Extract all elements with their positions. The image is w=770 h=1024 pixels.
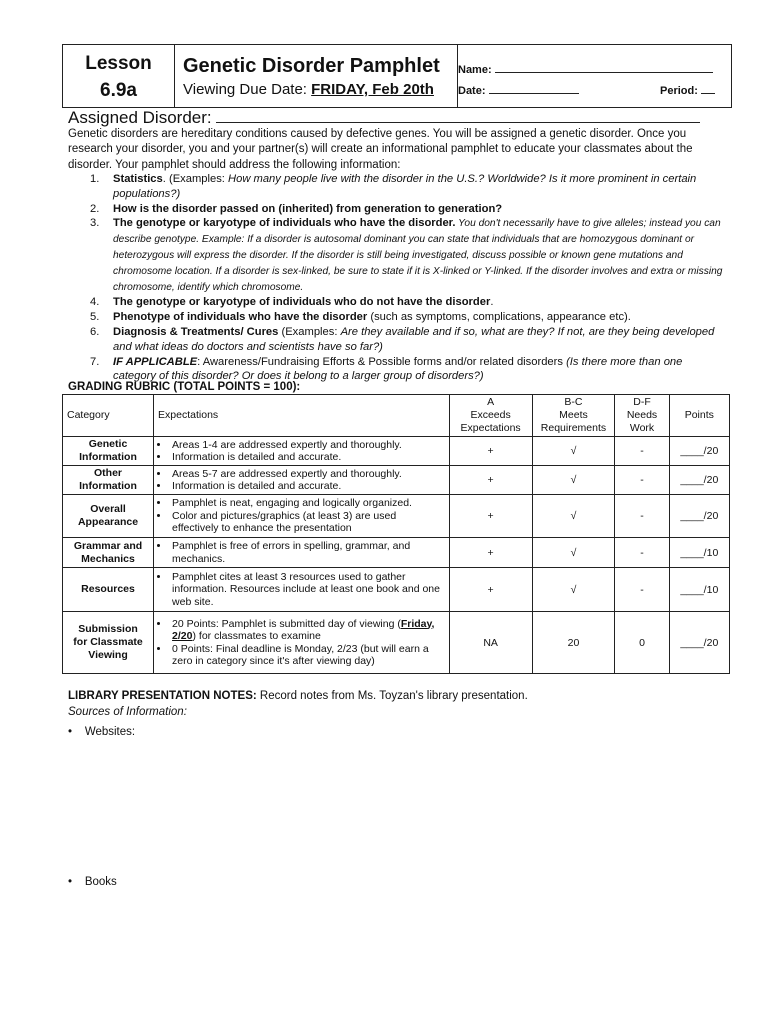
rubric-expectations: • Areas 5-7 are addressed expertly and thoroughly. • Information is detailed and accurate.: [154, 466, 450, 495]
grading-rubric-table: [62, 394, 730, 674]
table-row: [63, 568, 730, 612]
period-field[interactable]: Period:: [660, 83, 715, 97]
assigned-disorder-field[interactable]: Assigned Disorder:: [68, 108, 700, 128]
intro-paragraph: Genetic disorders are hereditary conditions caused by defective genes. You will be assigned a genetic disorder. Once you research your disorder, you and your partner(s) will create an informational pamphlet to educate your classmates about the disorder. Your pamphlet should address the following information:: [68, 128, 693, 171]
rubric-expectations: • Pamphlet is free of errors in spelling, grammar, and mechanics.: [154, 538, 450, 568]
page-title: Genetic Disorder Pamphlet: [183, 55, 440, 77]
rubric-expectations: • 20 Points: Pamphlet is submitted day of viewing (Friday, 2/20) for classmates to examine • 0 Points: Final deadline is Monday, 2/23 (but will earn a zero in category since it's after viewing day): [154, 612, 450, 674]
rubric-a: +: [449, 437, 532, 466]
table-row: [63, 612, 730, 674]
rubric-bc: 20: [532, 612, 615, 674]
table-row: [63, 495, 730, 538]
rubric-df: -: [615, 466, 669, 495]
name-field[interactable]: Name:: [458, 62, 713, 76]
websites-item: • Websites:: [68, 726, 136, 738]
header-category: Category: [63, 395, 154, 437]
rubric-expectations: • Pamphlet is neat, engaging and logically organized. • Color and pictures/graphics (at least 3) are used effectively to enhance the presentation: [154, 495, 450, 538]
list-item: 3. The genotype or karyotype of individuals who have the disorder. You don't necessarily have to give alleles; instead you can describe genotype. Example: If a disorder is autosomal dominant you can state that individuals that are homozygous dominant or heterozygous will express the disorder. If the disorder is still being investigated, discuss possible or known gene mutations and chromosome location. If a disorder is sex-linked, be sure to state if it is X-linked or Y-linked. If the disorder involves and extra or missing chromosome, identify which chromosome.: [90, 217, 723, 293]
header-points: Points: [669, 395, 729, 437]
rubric-expectations: • Areas 1-4 are addressed expertly and thoroughly. • Information is detailed and accurate.: [154, 437, 450, 466]
student-info-box: [457, 45, 732, 107]
rubric-df: -: [615, 437, 669, 466]
rubric-category: Resources: [63, 568, 154, 612]
rubric-a: +: [449, 538, 532, 568]
header-a: A Exceeds Expectations: [449, 395, 532, 437]
library-notes: LIBRARY PRESENTATION NOTES: Record notes from Ms. Toyzan's library presentation. Sources of Information:: [68, 690, 528, 718]
rubric-category: Grammar and Mechanics: [63, 538, 154, 568]
table-row: [63, 538, 730, 568]
rubric-bc: √: [532, 495, 615, 538]
rubric-bc: √: [532, 437, 615, 466]
list-item: 7. IF APPLICABLE: Awareness/Fundraising Efforts & Possible forms and/or related disorders (Is there more than one category of this disorder? Or does it belong to a larger group of disorders?): [90, 355, 683, 383]
rubric-points[interactable]: ____/20: [669, 612, 729, 674]
rubric-points[interactable]: ____/20: [669, 437, 729, 466]
table-row: [63, 466, 730, 495]
rubric-df: -: [615, 538, 669, 568]
rubric-df: -: [615, 568, 669, 612]
rubric-bc: √: [532, 538, 615, 568]
rubric-bc: √: [532, 568, 615, 612]
rubric-a: NA: [449, 612, 532, 674]
rubric-a: +: [449, 568, 532, 612]
rubric-df: 0: [615, 612, 669, 674]
info-list: [68, 172, 728, 384]
rubric-category: Overall Appearance: [63, 495, 154, 538]
rubric-category: Submission for Classmate Viewing: [63, 612, 154, 674]
header-bc: B-C Meets Requirements: [532, 395, 615, 437]
list-item: 2. How is the disorder passed on (inherited) from generation to generation?: [90, 202, 503, 215]
lesson-number: Lesson 6.9a: [63, 45, 175, 107]
list-item: 1. Statistics. (Examples: How many people live with the disorder in the U.S.? Worldwide? Is it more prominent in certain populations?): [90, 173, 697, 200]
list-item: 5. Phenotype of individuals who have the disorder (such as symptoms, complications, appearance etc).: [90, 311, 631, 324]
rubric-points[interactable]: ____/20: [669, 466, 729, 495]
due-date: Viewing Due Date: FRIDAY, Feb 20th: [183, 81, 434, 98]
rubric-bc: √: [532, 466, 615, 495]
rubric-df: -: [615, 495, 669, 538]
rubric-title: GRADING RUBRIC (TOTAL POINTS = 100):: [68, 381, 301, 393]
header-df: D-F Needs Work: [615, 395, 669, 437]
table-row: [63, 437, 730, 466]
table-header-row: [63, 395, 730, 437]
list-item: 4. The genotype or karyotype of individuals who do not have the disorder.: [90, 296, 494, 309]
rubric-points[interactable]: ____/10: [669, 568, 729, 612]
header-box: [62, 44, 732, 108]
rubric-points[interactable]: ____/20: [669, 495, 729, 538]
rubric-category: Other Information: [63, 466, 154, 495]
rubric-category: Genetic Information: [63, 437, 154, 466]
header-expectations: Expectations: [154, 395, 450, 437]
rubric-a: +: [449, 466, 532, 495]
date-field[interactable]: Date:: [458, 83, 579, 97]
sources-label: Sources of Information:: [68, 705, 187, 718]
rubric-expectations: • Pamphlet cites at least 3 resources used to gather information. Resources include at least one book and one web site.: [154, 568, 450, 612]
rubric-points[interactable]: ____/10: [669, 538, 729, 568]
rubric-a: +: [449, 495, 532, 538]
due-date-value: FRIDAY, Feb 20th: [311, 81, 434, 98]
list-item: 6. Diagnosis & Treatments/ Cures (Examples: Are they available and if so, what are they? If not, are they being developed and what ideas do doctors and scientists have so far?): [90, 325, 715, 353]
books-item: • Books: [68, 876, 117, 888]
